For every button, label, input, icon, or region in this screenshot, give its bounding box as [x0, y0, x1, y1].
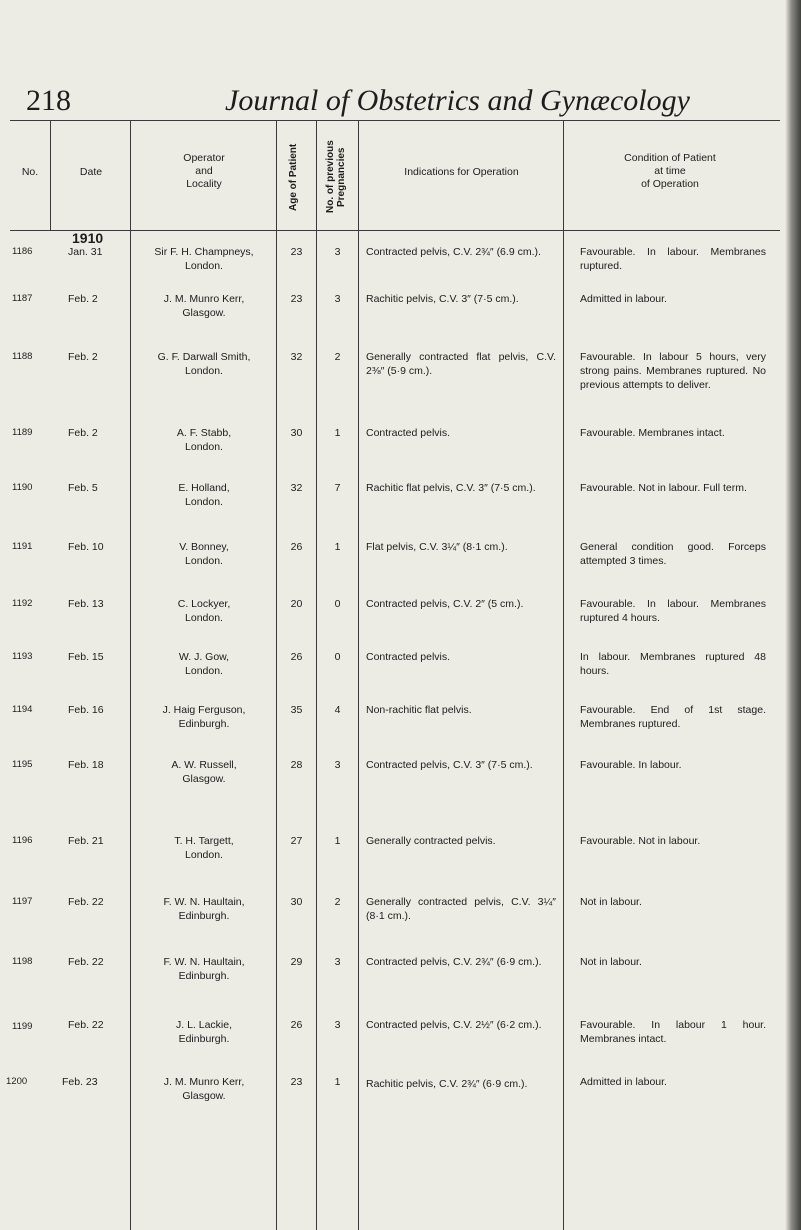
operator-locality: London.: [185, 365, 223, 377]
operator-locality: London.: [185, 260, 223, 272]
row-number: 1191: [12, 541, 33, 552]
row-condition: Favourable. In labour 5 hours, very strong pains. Membranes ruptured. No previous attempts to deliver.: [580, 351, 766, 391]
operator-name: V. Bonney,: [179, 541, 229, 553]
operator-name: Sir F. H. Champneys,: [154, 246, 254, 258]
row-pregnancies: 2: [334, 896, 341, 908]
row-indication: Rachitic flat pelvis, C.V. 3″ (7·5 cm.).: [366, 482, 536, 494]
row-pregnancies: 3: [334, 956, 341, 968]
row-date: Feb. 13: [68, 598, 104, 610]
row-operator: [132, 895, 276, 923]
row-pregnancies: 0: [334, 651, 341, 663]
row-age: 23: [290, 246, 303, 258]
row-date: Feb. 2: [68, 351, 98, 363]
row-date: Feb. 22: [68, 956, 104, 968]
row-age: 26: [290, 1019, 303, 1031]
row-age: 26: [290, 651, 303, 663]
row-operator: [132, 834, 276, 862]
header-no: No.: [21, 166, 39, 178]
row-operator: [132, 1075, 276, 1103]
row-age: 23: [290, 1076, 303, 1088]
operator-locality: Glasgow.: [182, 1090, 226, 1102]
operator-name: W. J. Gow,: [178, 651, 230, 663]
row-number: 1195: [12, 759, 33, 770]
row-pregnancies: 3: [334, 759, 341, 771]
row-number: 1194: [12, 704, 33, 715]
row-condition: Favourable. Not in labour.: [580, 835, 701, 847]
operator-locality: Glasgow.: [182, 307, 226, 319]
operator-name: T. H. Targett,: [174, 835, 234, 847]
row-condition: Favourable. End of 1st stage. Membranes ruptured.: [580, 704, 766, 730]
row-number: 1189: [12, 427, 33, 438]
row-condition: Admitted in labour.: [580, 293, 667, 305]
row-date: Feb. 16: [68, 704, 104, 716]
row-pregnancies: 1: [334, 427, 341, 439]
row-number: 1196: [12, 835, 33, 846]
column-divider-6: [563, 120, 564, 1230]
row-operator: [132, 597, 276, 625]
column-divider-4: [316, 120, 317, 1230]
row-pregnancies: 3: [334, 293, 341, 305]
operator-name: A. F. Stabb,: [176, 427, 232, 439]
row-condition: Favourable. In labour. Membranes ruptured 4 hours.: [580, 598, 766, 624]
row-condition: Favourable. In labour. Membranes ruptured.: [580, 246, 766, 272]
row-pregnancies: 2: [334, 351, 341, 363]
row-age: 23: [290, 293, 303, 305]
row-condition: General condition good. Forceps attempted 3 times.: [580, 541, 766, 567]
operator-name: J. M. Munro Kerr,: [163, 1076, 245, 1088]
row-indication: Generally contracted pelvis, C.V. 3¼″ (8·1 cm.).: [366, 896, 556, 922]
row-date: Feb. 2: [68, 293, 98, 305]
row-operator: [132, 292, 276, 320]
row-operator: [132, 1018, 276, 1046]
row-age: 30: [290, 427, 303, 439]
row-operator: [132, 350, 276, 378]
header-operator-line: Operator: [183, 152, 225, 164]
operator-locality: Edinburgh.: [178, 1033, 230, 1045]
header-age: Age of Patient: [288, 143, 299, 211]
row-age: 29: [290, 956, 303, 968]
operator-locality: London.: [185, 849, 223, 861]
row-pregnancies: 1: [334, 1076, 341, 1088]
row-number: 1198: [12, 956, 33, 967]
table-top-rule: [10, 120, 780, 121]
row-indication: Contracted pelvis, C.V. 2½″ (6·2 cm.).: [366, 1019, 542, 1031]
row-date: Feb. 18: [68, 759, 104, 771]
column-divider-5: [358, 120, 359, 1230]
header-pregnancies: [325, 126, 347, 228]
header-condition-line: of Operation: [641, 178, 699, 190]
row-indication: Generally contracted pelvis.: [366, 835, 496, 847]
row-date: Feb. 22: [68, 1019, 104, 1031]
row-date: Feb. 10: [68, 541, 104, 553]
row-number: 1197: [12, 896, 33, 907]
row-indication: Rachitic pelvis, C.V. 3″ (7·5 cm.).: [366, 293, 519, 305]
row-number: 1193: [12, 651, 33, 662]
row-condition: Not in labour.: [580, 896, 642, 908]
operator-locality: London.: [185, 612, 223, 624]
row-operator: [132, 426, 276, 454]
row-date: Feb. 5: [68, 482, 98, 494]
row-number: 1190: [12, 482, 33, 493]
header-pregnancies-line: No. of previous: [325, 140, 336, 214]
row-indication: Contracted pelvis, C.V. 2″ (5 cm.).: [366, 598, 524, 610]
row-date: Feb. 21: [68, 835, 104, 847]
row-pregnancies: 7: [334, 482, 341, 494]
header-date: Date: [79, 166, 103, 178]
operator-locality: Edinburgh.: [178, 970, 230, 982]
row-date: Feb. 23: [62, 1076, 98, 1088]
row-date: Feb. 15: [68, 651, 104, 663]
column-divider-2: [130, 120, 131, 1230]
header-condition: [565, 152, 775, 191]
row-date: Feb. 2: [68, 427, 98, 439]
row-year: 1910: [72, 230, 104, 246]
operator-locality: Edinburgh.: [178, 910, 230, 922]
operator-name: F. W. N. Haultain,: [163, 956, 245, 968]
row-date: Feb. 22: [68, 896, 104, 908]
operator-locality: Glasgow.: [182, 773, 226, 785]
row-age: 27: [290, 835, 303, 847]
operator-name: A. W. Russell,: [171, 759, 237, 771]
row-operator: [132, 955, 276, 983]
row-number: 1199: [12, 1021, 33, 1032]
header-operator-line: and: [195, 165, 213, 177]
row-age: 35: [290, 704, 303, 716]
row-condition: Not in labour.: [580, 956, 642, 968]
header-pregnancies-line: Pregnancies: [336, 147, 347, 207]
operator-locality: London.: [185, 555, 223, 567]
row-number: 1187: [12, 293, 33, 304]
row-indication: Non-rachitic flat pelvis.: [366, 704, 472, 716]
column-divider-1: [50, 120, 51, 230]
row-pregnancies: 4: [334, 704, 341, 716]
operator-locality: London.: [185, 441, 223, 453]
header-operator-line: Locality: [186, 178, 222, 190]
row-age: 28: [290, 759, 303, 771]
operator-name: E. Holland,: [178, 482, 230, 494]
row-indication: Flat pelvis, C.V. 3¼″ (8·1 cm.).: [366, 541, 508, 553]
row-operator: [132, 650, 276, 678]
row-age: 30: [290, 896, 303, 908]
operator-name: C. Lockyer,: [177, 598, 231, 610]
operator-locality: Edinburgh.: [178, 718, 230, 730]
row-operator: [132, 703, 276, 731]
row-condition: Favourable. In labour.: [580, 759, 682, 771]
row-condition: Favourable. In labour 1 hour. Membranes intact.: [580, 1019, 766, 1045]
row-indication: Contracted pelvis, C.V. 2¾″ (6·9 cm.).: [366, 956, 542, 968]
row-pregnancies: 0: [334, 598, 341, 610]
row-indication: Rachitic pelvis, C.V. 2¾″ (6·9 cm.).: [366, 1078, 528, 1090]
row-age: 32: [290, 351, 303, 363]
row-operator: [132, 481, 276, 509]
operator-name: J. Haig Ferguson,: [162, 704, 246, 716]
row-number: 1188: [12, 351, 33, 362]
operator-locality: London.: [185, 665, 223, 677]
row-condition: Favourable. Not in labour. Full term.: [580, 482, 747, 494]
operator-name: G. F. Darwall Smith,: [157, 351, 251, 363]
header-indications: Indications for Operation: [404, 166, 519, 178]
row-condition: Favourable. Membranes intact.: [580, 427, 725, 439]
header-condition-line: at time: [654, 165, 686, 177]
row-pregnancies: 1: [334, 835, 341, 847]
row-indication: Contracted pelvis.: [366, 427, 451, 439]
header-condition-line: Condition of Patient: [624, 152, 716, 164]
operator-name: F. W. N. Haultain,: [163, 896, 245, 908]
operator-name: J. M. Munro Kerr,: [163, 293, 245, 305]
row-number: 1186: [12, 246, 33, 257]
row-age: 26: [290, 541, 303, 553]
row-number: 1200: [6, 1076, 28, 1087]
row-indication: Contracted pelvis, C.V. 2¾″ (6.9 cm.).: [366, 246, 541, 258]
row-condition: Admitted in labour.: [580, 1076, 667, 1088]
row-pregnancies: 3: [334, 1019, 341, 1031]
row-indication: Generally contracted flat pelvis, C.V. 2⅜″ (5·9 cm.).: [366, 351, 556, 377]
running-head: Journal of Obstetrics and Gynæcology: [225, 84, 690, 117]
row-pregnancies: 1: [334, 541, 341, 553]
column-divider-3: [276, 120, 277, 1230]
row-indication: Contracted pelvis.: [366, 651, 451, 663]
row-operator: [132, 758, 276, 786]
page-edge-shadow: [785, 0, 801, 1230]
row-operator: [132, 245, 276, 273]
row-pregnancies: 3: [334, 246, 341, 258]
operator-locality: London.: [185, 496, 223, 508]
header-operator: [132, 152, 276, 191]
row-age: 20: [290, 598, 303, 610]
row-age: 32: [290, 482, 303, 494]
row-operator: [132, 540, 276, 568]
row-condition: In labour. Membranes ruptured 48 hours.: [580, 651, 766, 677]
operator-name: J. L. Lackie,: [175, 1019, 233, 1031]
row-date: Jan. 31: [68, 246, 103, 258]
row-number: 1192: [12, 598, 33, 609]
page-number: 218: [26, 84, 71, 117]
row-indication: Contracted pelvis, C.V. 3″ (7·5 cm.).: [366, 759, 533, 771]
